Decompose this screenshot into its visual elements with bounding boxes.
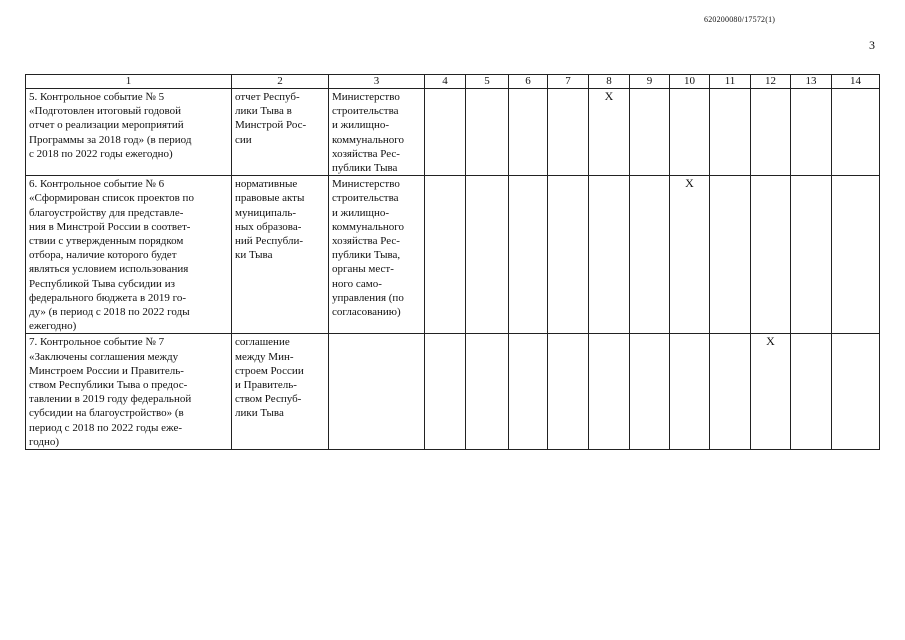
page-number: 3	[869, 38, 875, 52]
column-header: 2	[232, 75, 329, 89]
period-cell	[548, 176, 589, 334]
column-header: 8	[589, 75, 630, 89]
responsible-executor: Министерство строительства и жилищно- коммунального хозяйства Рес- публики Тыва	[329, 89, 425, 176]
column-header: 10	[670, 75, 710, 89]
period-cell	[751, 89, 791, 176]
period-cell	[670, 89, 710, 176]
period-cell	[466, 176, 509, 334]
event-description: 7. Контрольное событие № 7 «Заключены соглашения между Минстроем России и Правитель- ством Республики Тыва о предос- тавлении в 2019 году федеральной субсидии на благоустройство» (в период с 2018 по 2022 годы еже- годно)	[26, 334, 232, 450]
period-cell	[466, 334, 509, 450]
period-cell: X	[589, 89, 630, 176]
result-document: соглашение между Мин- строем России и Правитель- ством Респуб- лики Тыва	[232, 334, 329, 450]
period-cell	[425, 334, 466, 450]
period-cell	[548, 89, 589, 176]
header-row	[26, 75, 880, 89]
column-header: 6	[509, 75, 548, 89]
document-id: 620200080/17572(1)	[704, 15, 776, 24]
column-header: 13	[791, 75, 832, 89]
column-header: 7	[548, 75, 589, 89]
control-events-table	[25, 74, 880, 450]
result-document: отчет Респуб- лики Тыва в Минстрой Рос- сии	[232, 89, 329, 176]
table-row	[26, 89, 880, 176]
column-header: 11	[710, 75, 751, 89]
period-cell: X	[670, 176, 710, 334]
period-cell	[832, 176, 880, 334]
result-document: нормативные правовые акты муниципаль- ных образова- ний Республи- ки Тыва	[232, 176, 329, 334]
period-cell	[509, 334, 548, 450]
column-header: 12	[751, 75, 791, 89]
period-cell	[425, 89, 466, 176]
column-header: 3	[329, 75, 425, 89]
column-header: 1	[26, 75, 232, 89]
period-cell	[630, 334, 670, 450]
period-cell	[630, 176, 670, 334]
period-cell	[548, 334, 589, 450]
period-cell	[710, 89, 751, 176]
period-cell	[751, 176, 791, 334]
period-cell	[791, 176, 832, 334]
responsible-executor: Министерство строительства и жилищно- коммунального хозяйства Рес- публики Тыва, органы мест- ного само- управления (по согласованию)	[329, 176, 425, 334]
period-cell	[791, 334, 832, 450]
event-description: 6. Контрольное событие № 6 «Сформирован список проектов по благоустройству для представле- ния в Минстрой России в соответ- ствии с утвержденным порядком отбора, наличие которого будет являться условием использования Республикой Тыва субсидии из федерального бюджета в 2019 го- ду» (в период с 2018 по 2022 годы ежегодно)	[26, 176, 232, 334]
period-cell	[509, 89, 548, 176]
period-cell	[509, 176, 548, 334]
column-header: 9	[630, 75, 670, 89]
period-cell	[670, 334, 710, 450]
period-cell	[791, 89, 832, 176]
column-header: 4	[425, 75, 466, 89]
period-cell	[832, 89, 880, 176]
period-cell	[710, 334, 751, 450]
event-description: 5. Контрольное событие № 5 «Подготовлен итоговый годовой отчет о реализации мероприятий Программы за 2018 год» (в период с 2018 по 2022 годы ежегодно)	[26, 89, 232, 176]
period-cell	[589, 334, 630, 450]
period-cell	[589, 176, 630, 334]
period-cell	[832, 334, 880, 450]
period-cell	[425, 176, 466, 334]
period-cell: X	[751, 334, 791, 450]
period-cell	[630, 89, 670, 176]
table-row	[26, 334, 880, 450]
table-row	[26, 176, 880, 334]
period-cell	[466, 89, 509, 176]
column-header: 14	[832, 75, 880, 89]
column-header: 5	[466, 75, 509, 89]
responsible-executor	[329, 334, 425, 450]
period-cell	[710, 176, 751, 334]
